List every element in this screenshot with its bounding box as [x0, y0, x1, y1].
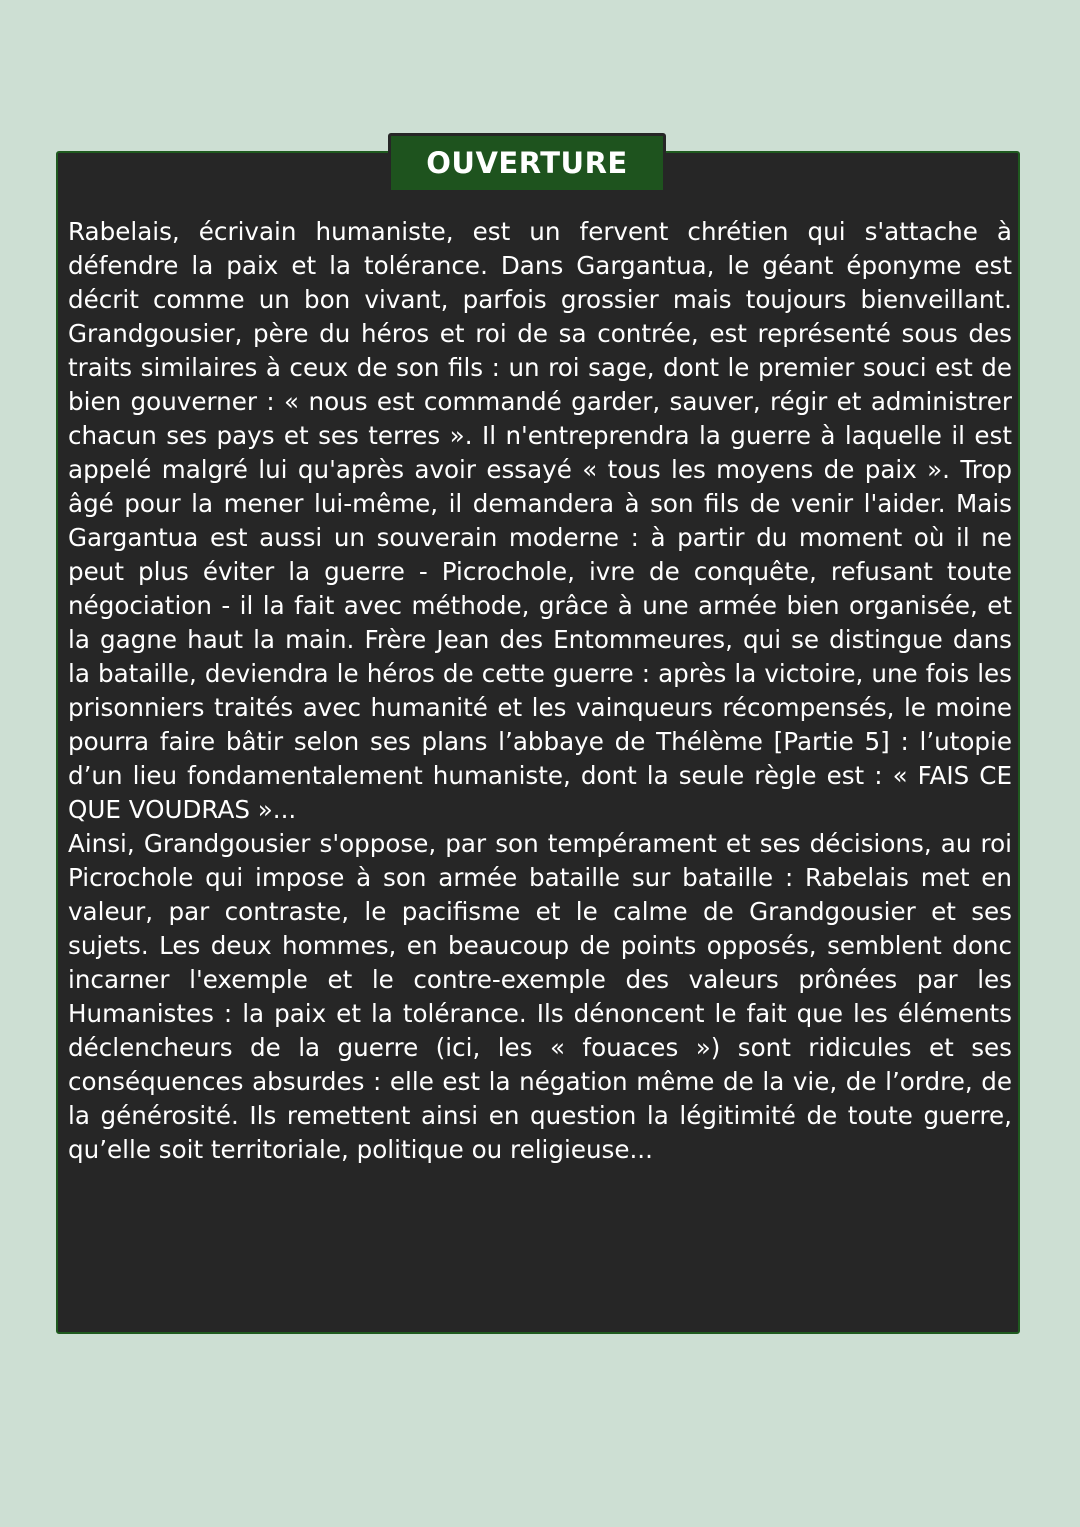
paragraph: Ainsi, Grandgousier s'oppose, par son tempérament et ses décisions, au roi Picrochole qui impose à son armée bataille sur bataille : Rabelais met en valeur, par contraste, le pacifisme et le calme de Grandgousier et ses sujets. Les deux hommes, en beaucoup de points opposés, semblent donc incarner l'exemple et le contre-exemple des valeurs prônées par les Humanistes : la paix et la tolérance. Ils dénoncent le fait que les éléments déclencheurs de la guerre (ici, les « fouaces ») sont ridicules et ses conséquences absurdes : elle est la négation même de la vie, de l’ordre, de la générosité. Ils remettent ainsi en question la légitimité de toute guerre, qu’elle soit territoriale, politique ou religieuse...: [68, 829, 1012, 1164]
paragraph: Rabelais, écrivain humaniste, est un fervent chrétien qui s'attache à défendre la paix et la tolérance. Dans Gargantua, le géant éponyme est décrit comme un bon vivant, parfois grossier mais toujours bienveillant. Grandgousier, père du héros et roi de sa contrée, est représenté sous des traits similaires à ceux de son fils : un roi sage, dont le premier souci est de bien gouverner : « nous est commandé garder, sauver, régir et administrer chacun ses pays et ses terres ». Il n'entreprendra la guerre à laquelle il est appelé malgré lui qu'après avoir essayé « tous les moyens de paix ». Trop âgé pour la mener lui-même, il demandera à son fils de venir l'aider. Mais Gargantua est aussi un souverain moderne : à partir du moment où il ne peut plus éviter la guerre - Picrochole, ivre de conquête, refusant toute négociation - il la fait avec méthode, grâce à une armée bien organisée, et la gagne haut la main. Frère Jean des Entommeures, qui se distingue dans la bataille, deviendra le héros de cette guerre : après la victoire, une fois les prisonniers traités avec humanité et les vainqueurs récompensés, le moine pourra faire bâtir selon ses plans l’abbaye de Thélème [Partie 5] : l’utopie d’un lieu fondamentalement humaniste, dont la seule règle est : « FAIS CE QUE VOUDRAS »...: [68, 217, 1012, 824]
section-body: [68, 215, 1012, 1167]
section-title: OUVERTURE: [388, 133, 666, 193]
